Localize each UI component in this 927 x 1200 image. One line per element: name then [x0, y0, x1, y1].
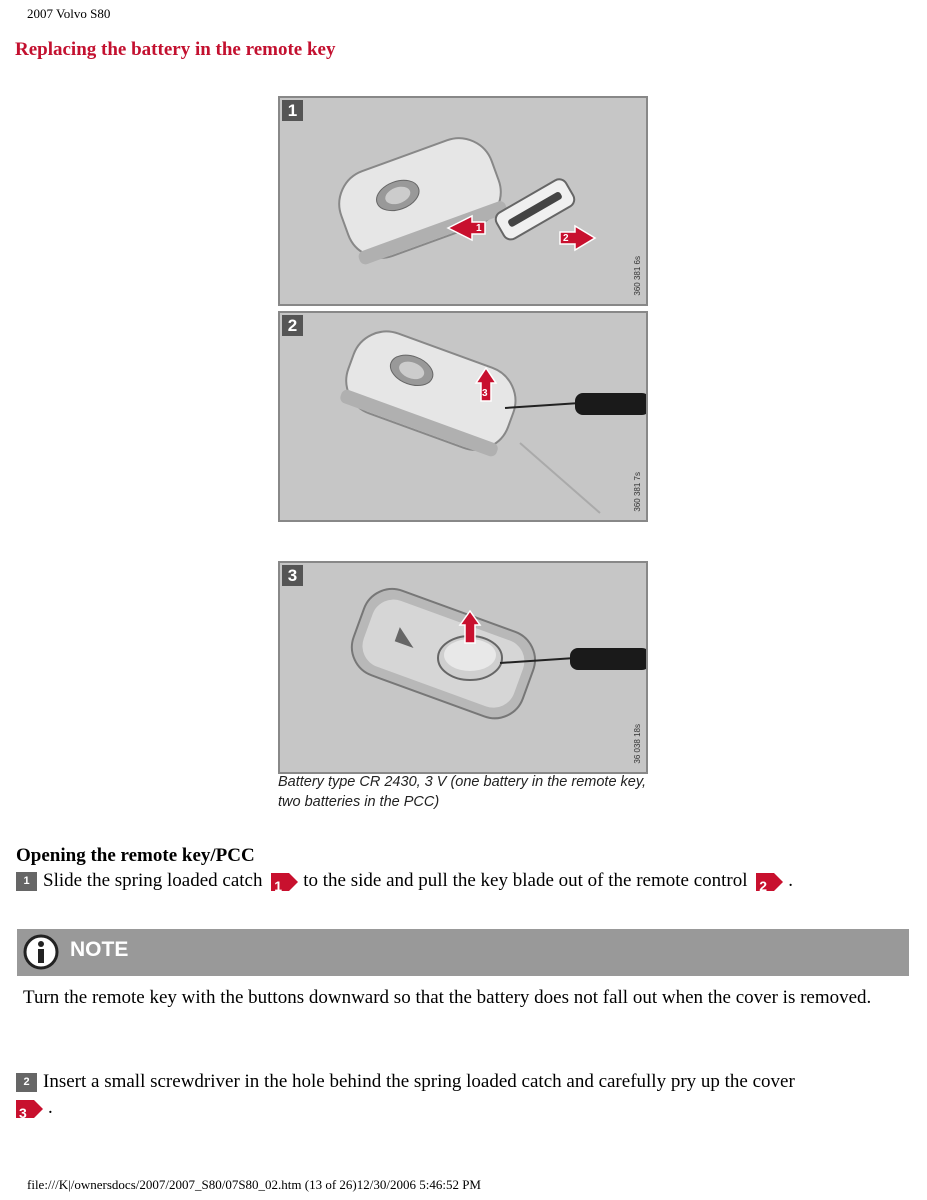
footer-path: file:///K|/ownersdocs/2007/2007_S80/07S80_02.htm (13 of 26)12/30/2006 5:46:52 PM	[27, 1177, 481, 1192]
figure-caption: Battery type CR 2430, 3 V (one battery in the remote key, two batteries in the PCC)	[278, 774, 647, 810]
figure-3	[278, 561, 648, 774]
document-header: 2007 Volvo S80	[27, 6, 111, 21]
figure-code: 36 038 18s	[633, 724, 642, 764]
note-label: NOTE	[70, 938, 129, 961]
step-1-text-after: .	[788, 870, 794, 891]
step-2-text: Insert a small screwdriver in the hole behind the spring loaded catch and carefully pry up the cover	[43, 1071, 795, 1092]
step-number-badge: 1	[16, 872, 37, 891]
page-title: Replacing the battery in the remote key	[15, 39, 336, 60]
info-icon	[23, 934, 59, 970]
step-number-badge: 2	[16, 1073, 37, 1092]
svg-text:1: 1	[476, 223, 482, 234]
figure-2	[278, 311, 648, 522]
callout-2-icon: 2	[756, 871, 784, 893]
arrow-2-icon	[560, 226, 595, 250]
callout-3-icon: 3	[16, 1098, 44, 1120]
note-banner	[17, 929, 909, 976]
figure-3-illustration	[280, 563, 648, 774]
step-2-text-after: .	[48, 1097, 53, 1118]
step-1-text-middle: to the side and pull the key blade out of the remote control	[303, 870, 748, 891]
note-text: Turn the remote key with the buttons downward so that the battery does not fall out when the cover is removed.	[23, 987, 872, 1008]
step-2	[16, 1069, 896, 1121]
callout-1-icon: 1	[271, 871, 299, 893]
figure-2-illustration	[280, 313, 648, 522]
section-heading: Opening the remote key/PCC	[16, 845, 255, 866]
figure-1	[278, 96, 648, 306]
svg-text:3: 3	[482, 388, 488, 399]
figure-code: 360 381 6s	[633, 256, 642, 296]
figure-number: 2	[282, 315, 303, 336]
svg-text:2: 2	[563, 233, 569, 244]
step-1	[16, 868, 793, 894]
figure-number: 3	[282, 565, 303, 586]
figure-1-illustration	[280, 98, 648, 306]
figure-number: 1	[282, 100, 303, 121]
figure-code: 360 381 7s	[633, 472, 642, 512]
step-1-text-before: Slide the spring loaded catch	[43, 870, 263, 891]
